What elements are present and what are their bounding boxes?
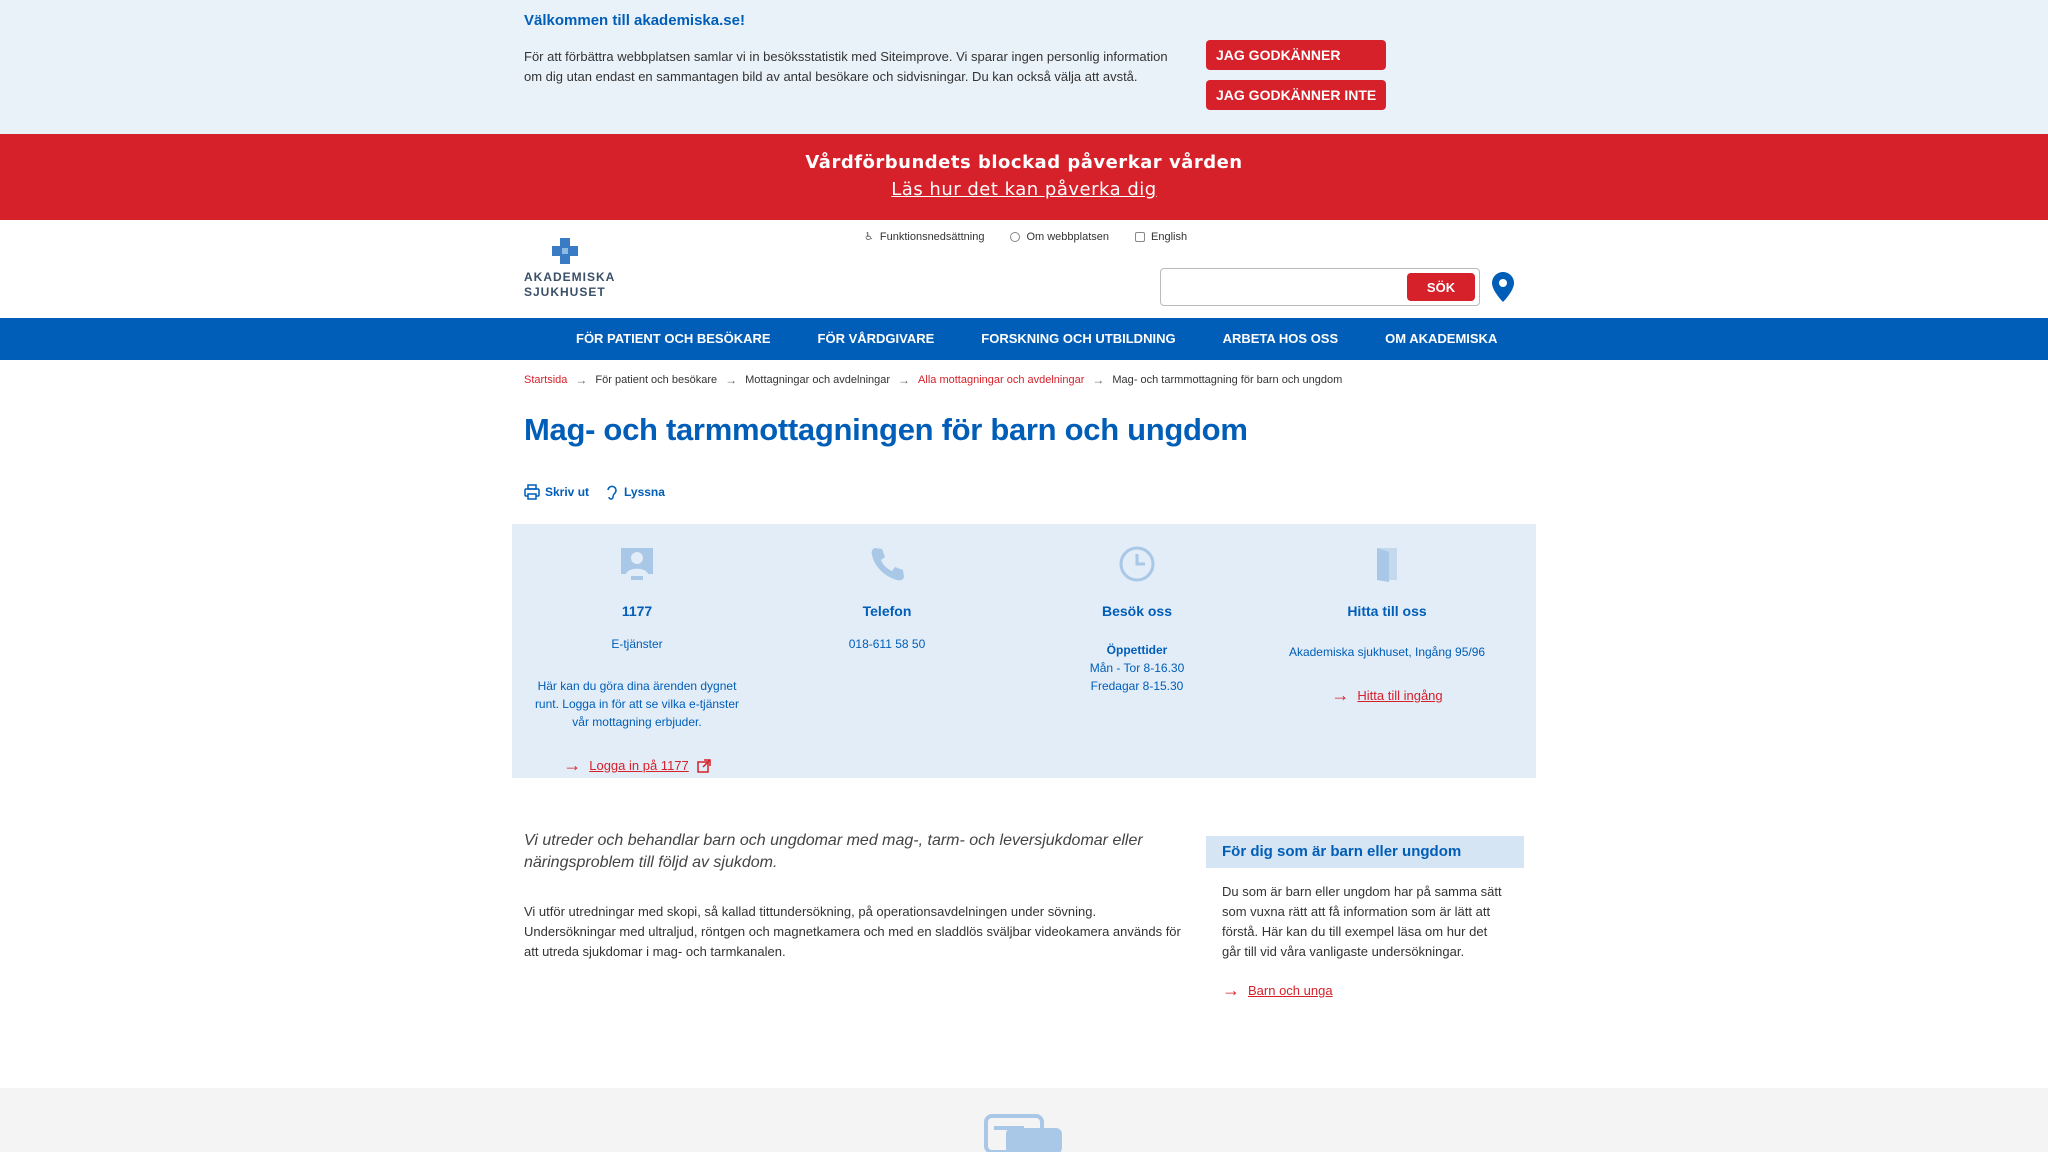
arrow-right-icon: → — [898, 373, 911, 387]
door-icon — [1367, 544, 1407, 584]
util-english-label: English — [1151, 230, 1188, 243]
arrow-right-icon: → — [1092, 373, 1105, 387]
logo-line2: SJUKHUSET — [524, 285, 606, 299]
location-pin-icon[interactable] — [1492, 272, 1514, 302]
accessibility-icon: ♿ — [864, 231, 874, 243]
crumb-home[interactable]: Startsida — [524, 374, 568, 386]
find-entrance-link[interactable] — [1262, 685, 1512, 706]
ear-icon — [603, 484, 619, 500]
crumb-mottagningar[interactable]: Mottagningar och avdelningar — [745, 374, 891, 386]
children-link[interactable] — [1206, 962, 1524, 1019]
lead-text: Vi utreder och behandlar barn och ungdomar med mag-, tarm- och leversjukdomar eller näringsproblem till följd av sjukdom. — [524, 832, 1143, 871]
printer-icon — [524, 484, 540, 500]
phone-icon — [867, 544, 907, 584]
util-about-label: Om webbplatsen — [1026, 230, 1109, 243]
utility-links — [864, 230, 1187, 243]
hours-label: Öppettider — [1106, 643, 1168, 657]
arrow-right-icon: → — [563, 755, 582, 775]
login-1177-link[interactable] — [512, 755, 762, 776]
clock-icon — [1117, 544, 1157, 584]
listen-button[interactable] — [603, 484, 665, 500]
crumb-patient[interactable]: För patient och besökare — [595, 374, 718, 386]
logo-line1: AKADEMISKA — [524, 270, 616, 284]
site-header — [0, 220, 2048, 318]
info-icon — [1010, 232, 1020, 242]
util-about[interactable] — [1010, 230, 1109, 243]
col2-title: Telefon — [862, 603, 912, 619]
crumb-current: Mag- och tarmmottagning för barn och ungdom — [1112, 374, 1343, 386]
login-1177-label: Logga in på 1177 — [589, 758, 689, 773]
external-link-icon — [697, 759, 711, 773]
cookie-banner — [0, 0, 2048, 134]
aside-title: För dig som är barn eller ungdom — [1206, 836, 1524, 868]
breadcrumb — [524, 373, 1342, 387]
children-link-label: Barn och unga — [1248, 983, 1333, 998]
nav-vardgivare[interactable]: FÖR VÅRDGIVARE — [817, 331, 935, 346]
footer-band — [0, 1088, 2048, 1152]
arrow-right-icon: → — [725, 373, 738, 387]
arrow-right-icon: → — [575, 373, 588, 387]
nav-om[interactable]: OM AKADEMISKA — [1385, 331, 1498, 346]
print-label: Skriv ut — [545, 485, 590, 499]
accept-cookies-button[interactable]: JAG GODKÄNNER — [1206, 40, 1386, 70]
alert-title: Vårdförbundets blockad påverkar vården — [805, 152, 1243, 173]
search-button[interactable]: SÖK — [1407, 273, 1475, 301]
info-col-phone — [762, 544, 1012, 653]
util-accessibility[interactable] — [864, 230, 984, 243]
info-col-1177 — [512, 544, 762, 776]
info-col-find — [1262, 544, 1512, 706]
col4-title: Hitta till oss — [1347, 603, 1427, 619]
flag-icon — [1135, 232, 1145, 242]
search-box — [1160, 268, 1480, 306]
find-entrance-label: Hitta till ingång — [1357, 688, 1443, 703]
col4-address: Akademiska sjukhuset, Ingång 95/96 — [1288, 645, 1486, 659]
col3-title: Besök oss — [1101, 603, 1173, 619]
util-english[interactable] — [1135, 230, 1187, 243]
nav-arbeta[interactable]: ARBETA HOS OSS — [1222, 331, 1339, 346]
alert-link[interactable]: Läs hur det kan påverka dig — [891, 179, 1157, 200]
person-monitor-icon — [617, 544, 657, 584]
arrow-right-icon: → — [1222, 980, 1240, 1000]
nav-forskning[interactable]: FORSKNING OCH UTBILDNING — [981, 331, 1176, 346]
aside-box — [1206, 836, 1524, 1019]
util-accessibility-label: Funktionsnedsättning — [879, 230, 985, 243]
aside-text: Du som är barn eller ungdom har på samma sätt som vuxna rätt att få information som är lätt att förstå. Här kan du till exempel läsa om hur det går till vid våra vanligaste undersökningar. — [1222, 884, 1502, 959]
info-col-visit — [1012, 544, 1262, 695]
alert-banner — [0, 134, 2048, 220]
col1-desc: Här kan du göra dina ärenden dygnet runt. Logga in för att se vilka e-tjänster vår mottagning erbjuder. — [534, 679, 740, 729]
page-title: Mag- och tarmmottagningen för barn och ungdom — [524, 412, 1248, 447]
body-text: Vi utför utredningar med skopi, så kallad tittundersökning, på operationsavdelningen under sövning. Undersökningar med ultraljud, röntgen och magnetkamera och med en sladdlös sväljbar videokamera används för att utreda sjukdomar i mag- och tarmkanalen. — [524, 904, 1181, 959]
chat-icon — [984, 1112, 1064, 1152]
info-panel — [512, 524, 1536, 778]
logo-cross-icon — [524, 236, 634, 266]
main-nav — [0, 318, 2048, 360]
print-button[interactable] — [524, 484, 589, 500]
arrow-right-icon: → — [1331, 685, 1350, 705]
col1-sub: E-tjänster — [611, 637, 663, 651]
nav-patient[interactable]: FÖR PATIENT OCH BESÖKARE — [576, 331, 771, 346]
hours-friday: Fredagar 8-15.30 — [1090, 679, 1184, 693]
listen-label: Lyssna — [624, 485, 665, 499]
hours-weekdays: Mån - Tor 8-16.30 — [1089, 661, 1185, 675]
page-tools — [524, 484, 665, 500]
decline-cookies-button[interactable]: JAG GODKÄNNER INTE — [1206, 80, 1386, 110]
col1-title: 1177 — [621, 603, 653, 619]
cookie-text: För att förbättra webbplatsen samlar vi in besöksstatistik med Siteimprove. Vi sparar ingen personlig information om dig utan endast en sammantagen bild av antal besökare och sidvisningar. Du kan också välja att avstå. — [524, 49, 1168, 84]
crumb-alla[interactable]: Alla mottagningar och avdelningar — [918, 374, 1085, 386]
phone-number[interactable]: 018-611 58 50 — [848, 637, 926, 651]
cookie-title: Välkommen till akademiska.se! — [524, 12, 745, 29]
logo[interactable] — [524, 236, 634, 302]
search-input[interactable] — [1169, 275, 1389, 299]
